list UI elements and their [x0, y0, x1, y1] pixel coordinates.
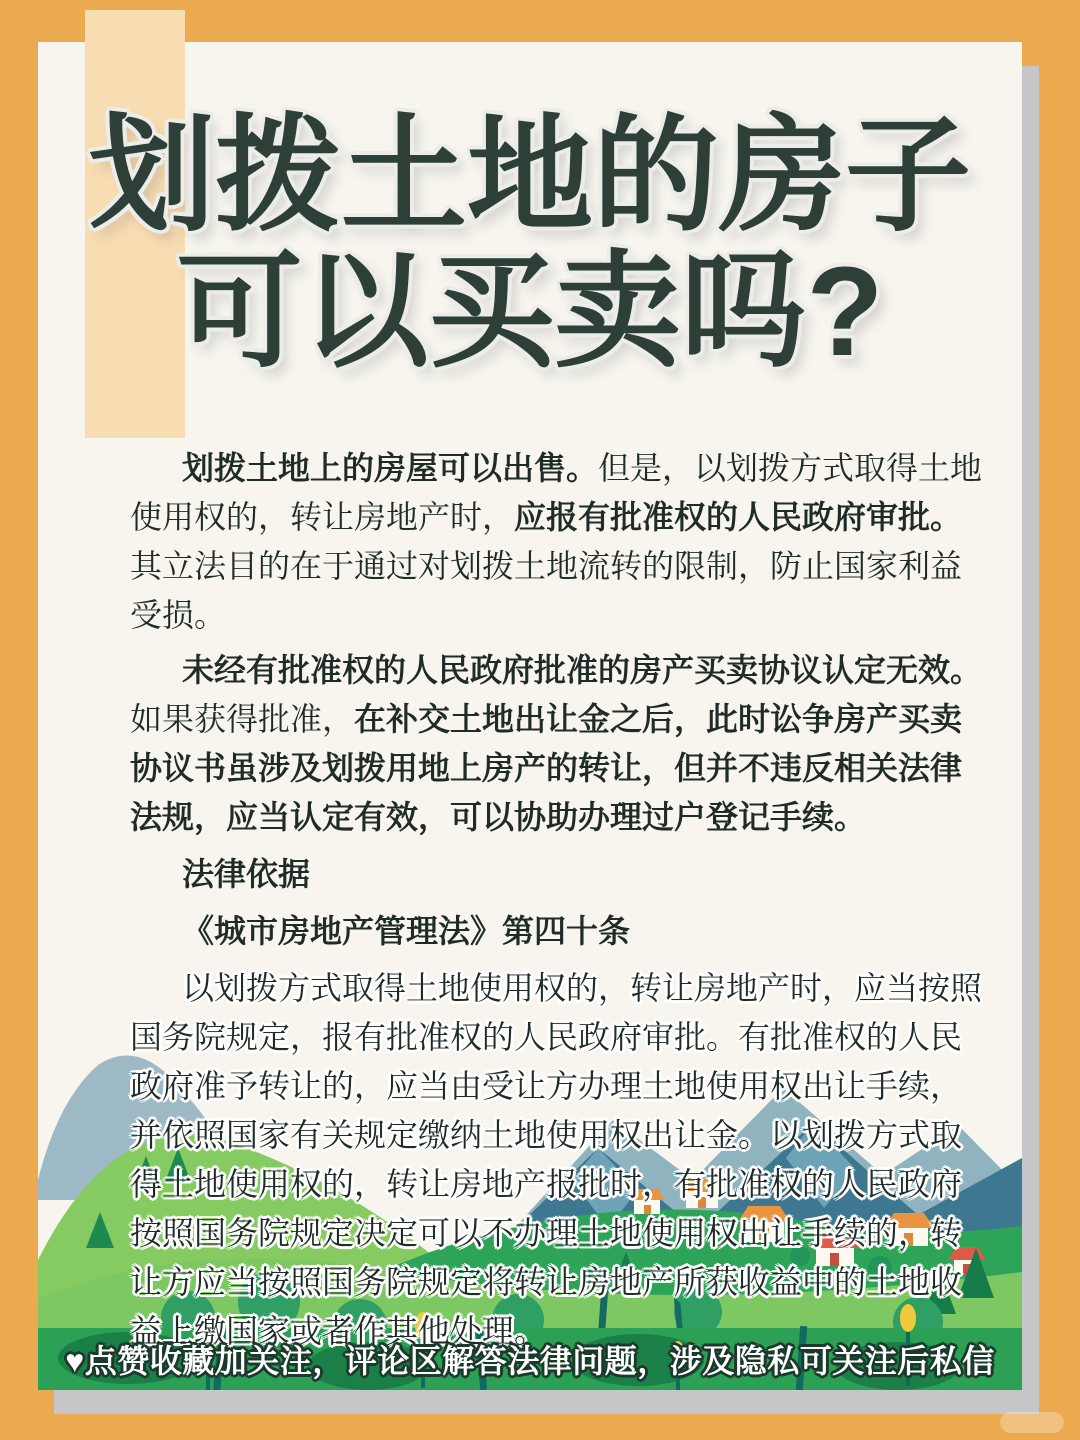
heading-article: 《城市房地产管理法》第四十条 [182, 913, 631, 949]
text-run: 但是，以划拨方式取得土地使用权的，转让房地产时， [130, 450, 983, 535]
page-title-line1: 划拨土地的房子 [89, 105, 971, 246]
page-title [38, 105, 1022, 382]
text-run: 其立法目的在于通过对划拨土地流转的限制，防止国家利益受损。 [130, 548, 963, 633]
paragraph-2 [130, 646, 986, 842]
watermark-pill [1000, 1412, 1064, 1433]
cta-banner [38, 1328, 1022, 1390]
content-card [38, 42, 1022, 1390]
heading-law-basis: 法律依据 [182, 856, 311, 892]
paragraph-3: 以划拨方式取得土地使用权的，转让房地产时，应当按照国务院规定，报有批准权的人民政府审批。有批准权的人民政府准予转让的，应当由受让方办理土地使用权出让手续，并依照国家有关规定缴纳土地使用权出让金。以划拨方式取得土地使用权的，转让房地产报批时，有批准权的人民政府按照国务院规定决定可以不办理土地使用权出让手续的，转让方应当按照国务院规定将转让房地产所获收益中的土地收益上缴国家或者作其他处理。 [130, 970, 983, 1349]
text-run: 应报有批准权的人民政府审批。 [514, 499, 963, 535]
text-run: 在补交土地出让金之后，此时讼争房产买卖协议书虽涉及划拨用地上房产的转让，但并不违反相关法律法规，应当认定有效，可以协助办理过户登记手续。 [130, 701, 963, 835]
text-run: 未经有批准权的人民政府批准的房产买卖协议认定无效。 [182, 652, 983, 688]
text-run: 如果获得批准， [130, 701, 355, 737]
paragraph-1 [130, 444, 986, 640]
cta-banner-text: ♥点赞收藏加关注，评论区解答法律问题，涉及隐私可关注后私信 [65, 1343, 995, 1379]
text-run: 划拨土地上的房屋可以出售。 [182, 450, 599, 486]
page-title-line2: 可以买卖吗? [176, 241, 884, 382]
article-body [38, 380, 1022, 1356]
